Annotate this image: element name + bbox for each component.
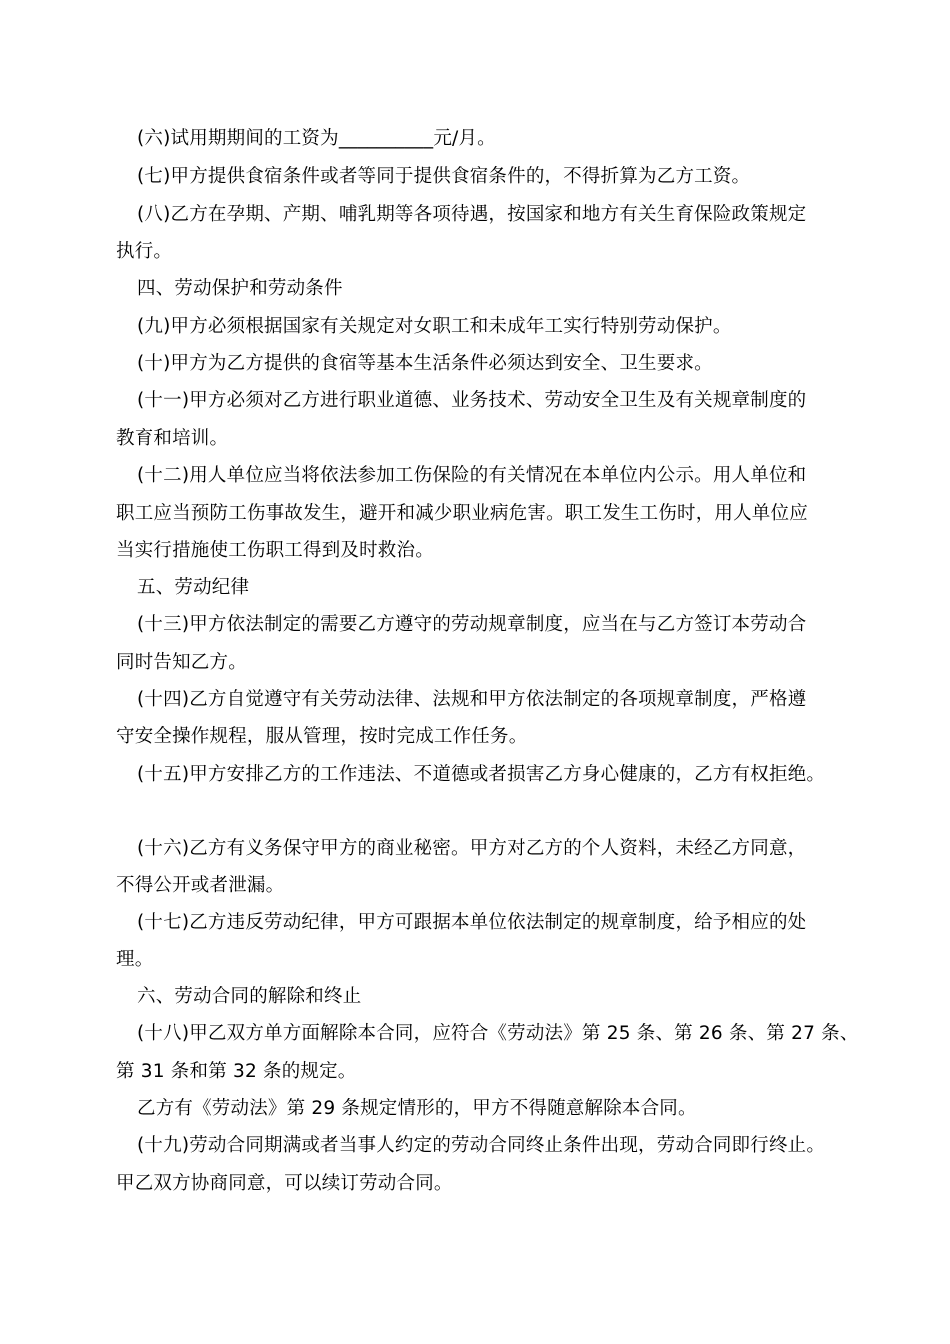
section-5-heading: 五、劳动纪律	[137, 577, 250, 598]
clause-17-continued: 理。	[116, 949, 154, 970]
section-6-heading: 六、劳动合同的解除和终止	[137, 986, 362, 1007]
clause-11-text: (十一)甲方必须对乙方进行职业道德、业务技术、劳动安全卫生及有关规章制度的	[137, 390, 807, 411]
clause-13-text: (十三)甲方依法制定的需要乙方遵守的劳动规章制度，应当在与乙方签订本劳动合	[137, 614, 807, 635]
clause-19-continued: 甲乙双方协商同意，可以续订劳动合同。	[116, 1173, 453, 1194]
section-4-heading: 四、劳动保护和劳动条件	[137, 278, 343, 299]
clause-9-text: (九)甲方必须根据国家有关规定对女职工和未成年工实行特别劳动保护。	[137, 316, 732, 337]
clause-10-text: (十)甲方为乙方提供的食宿等基本生活条件必须达到安全、卫生要求。	[137, 353, 713, 374]
clause-14-text: (十四)乙方自觉遵守有关劳动法律、法规和甲方依法制定的各项规章制度，严格遵	[137, 689, 807, 710]
clause-18-text: (十八)甲乙双方单方面解除本合同，应符合《劳动法》第 25 条、第 26 条、第 27 条、	[137, 1023, 859, 1044]
clause-15-text: (十五)甲方安排乙方的工作违法、不道德或者损害乙方身心健康的，乙方有权拒绝。	[137, 764, 826, 785]
clause-12-text: (十二)用人单位应当将依法参加工伤保险的有关情况在本单位内公示。用人单位和	[137, 465, 807, 486]
clause-18-supplement: 乙方有《劳动法》第 29 条规定情形的，甲方不得随意解除本合同。	[137, 1098, 697, 1119]
clause-14-continued: 守安全操作规程，服从管理，按时完成工作任务。	[116, 726, 528, 747]
clause-6-text: (六)试用期期间的工资为__________元/月。	[137, 128, 496, 149]
clause-19-text: (十九)劳动合同期满或者当事人约定的劳动合同终止条件出现，劳动合同即行终止。	[137, 1135, 826, 1156]
clause-17-text: (十七)乙方违反劳动纪律，甲方可跟据本单位依法制定的规章制度，给予相应的处	[137, 912, 807, 933]
clause-12-continued-2: 当实行措施使工伤职工得到及时救治。	[116, 540, 434, 561]
clause-18-continued: 第 31 条和第 32 条的规定。	[116, 1061, 357, 1082]
clause-16-text: (十六)乙方有义务保守甲方的商业秘密。甲方对乙方的个人资料，未经乙方同意，	[137, 838, 807, 859]
clause-13-continued: 同时告知乙方。	[116, 652, 247, 673]
clause-7-text: (七)甲方提供食宿条件或者等同于提供食宿条件的，不得折算为乙方工资。	[137, 166, 751, 187]
clause-12-continued-1: 职工应当预防工伤事故发生，避开和减少职业病危害。职工发生工伤时，用人单位应	[116, 503, 808, 524]
clause-11-continued: 教育和培训。	[116, 428, 229, 449]
clause-8-continued: 执行。	[116, 241, 173, 262]
clause-16-continued: 不得公开或者泄漏。	[116, 875, 285, 896]
clause-8-text: (八)乙方在孕期、产期、哺乳期等各项待遇，按国家和地方有关生育保险政策规定	[137, 204, 807, 225]
